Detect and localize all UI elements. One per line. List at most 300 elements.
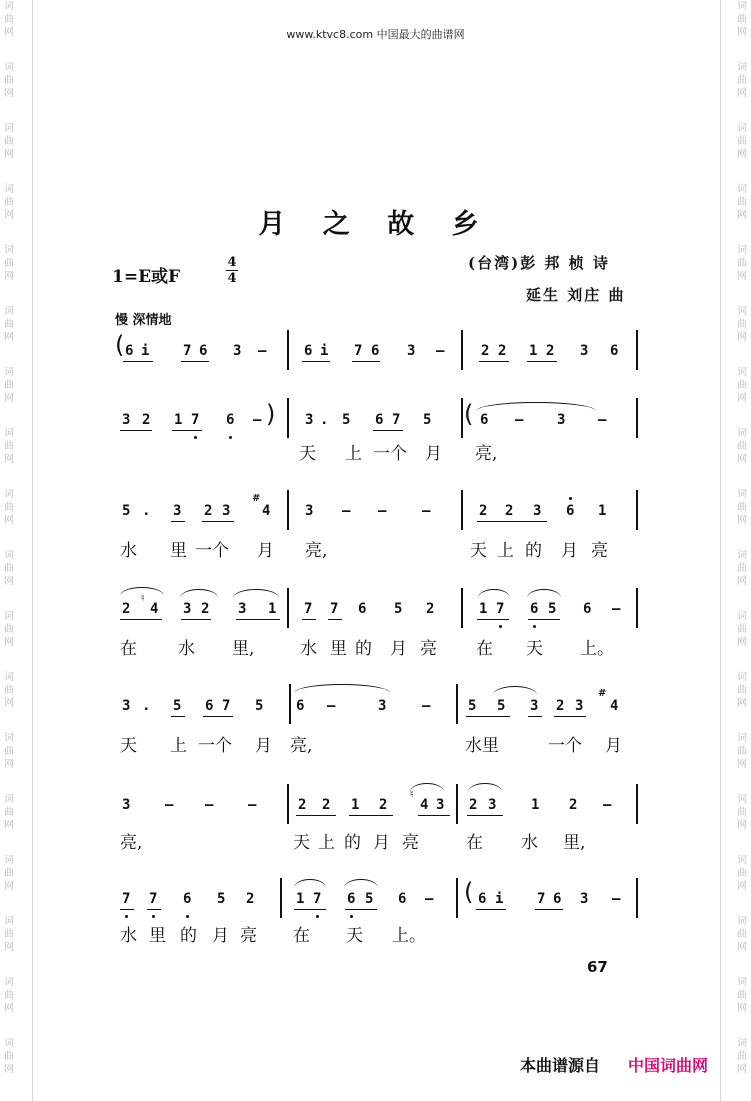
note: 3 (575, 698, 584, 714)
note: 5 (342, 412, 351, 428)
lyric: 天 (526, 639, 543, 659)
accidental: ♮ (141, 593, 145, 604)
note: 6 (226, 412, 235, 428)
underline (349, 815, 393, 816)
barline (456, 784, 458, 824)
lyric: 天 (470, 541, 487, 561)
lyric: 一个 (198, 736, 232, 756)
lyric: 亮, (305, 541, 328, 561)
note: 6 (371, 343, 380, 359)
note: 6 (183, 891, 192, 907)
lyric: 上 (170, 736, 187, 756)
underline (467, 815, 503, 816)
song-title: 月 之 故 乡 (258, 209, 493, 240)
note: – (612, 891, 621, 907)
underline (345, 909, 377, 910)
watermark-text: 词 曲 网 (4, 123, 14, 160)
watermark-text: 词 曲 网 (4, 794, 14, 831)
slur (180, 589, 218, 598)
watermark-text: 词 曲 网 (737, 977, 747, 1014)
lyric: 水 (300, 639, 317, 659)
watermark-text: 词 曲 网 (737, 672, 747, 709)
note: 7 (222, 698, 231, 714)
note: 3 (122, 698, 131, 714)
note: 6 (566, 503, 575, 519)
lyric: 月 (255, 736, 272, 756)
note: 6 (398, 891, 407, 907)
watermark-text: 词 曲 网 (737, 123, 747, 160)
barline (287, 588, 289, 628)
watermark-text: 词 曲 网 (737, 428, 747, 465)
octave-dot (499, 625, 502, 628)
barline (636, 784, 638, 824)
watermark-text: 词 曲 网 (737, 367, 747, 404)
barline (636, 490, 638, 530)
note: – (598, 412, 607, 428)
right-margin-line (720, 0, 721, 1101)
note: 3 (305, 412, 314, 428)
note: i (320, 343, 329, 359)
note: 1 (351, 797, 360, 813)
accidental: # (252, 493, 261, 504)
underline (302, 619, 316, 620)
barline (280, 878, 282, 918)
source-site-link[interactable]: 中国词曲网 (628, 1056, 709, 1075)
lyric: 月 (561, 541, 578, 561)
watermark-text: 词 曲 网 (737, 62, 747, 99)
underline (328, 619, 342, 620)
lyric: 月 (373, 833, 390, 853)
slur (493, 686, 537, 695)
note: 6 (358, 601, 367, 617)
lyric: 上。 (392, 926, 426, 946)
underline (181, 619, 211, 620)
watermark-text: 词 曲 网 (4, 550, 14, 587)
note: – (422, 698, 431, 714)
watermark-text: 词 曲 网 (737, 306, 747, 343)
lyric: 天 (293, 833, 310, 853)
watermark-left (2, 0, 16, 1101)
note: – (603, 797, 612, 813)
note: 4 (262, 503, 271, 519)
watermark-text: 词 曲 网 (737, 184, 747, 221)
note: 7 (537, 891, 546, 907)
note: 5 (548, 601, 557, 617)
note: 7 (183, 343, 192, 359)
note: 5 (423, 412, 432, 428)
watermark-text: 词 曲 网 (4, 367, 14, 404)
site-header: www.ktvc8.com 中国最大的曲谱网 (286, 28, 465, 41)
barline (461, 398, 463, 438)
slur (478, 589, 510, 598)
lyric: 上 (497, 541, 514, 561)
watermark-text: 词 曲 网 (737, 1, 747, 38)
underline (535, 909, 563, 910)
note: 4 (610, 698, 619, 714)
watermark-text: 词 曲 网 (4, 184, 14, 221)
lyric: 天 (346, 926, 363, 946)
note: 2 (379, 797, 388, 813)
note: 3 (173, 503, 182, 519)
underline (236, 619, 280, 620)
watermark-text: 词 曲 网 (4, 245, 14, 282)
note: 7 (191, 412, 200, 428)
lyric: 里 (170, 541, 187, 561)
note: . (320, 412, 329, 428)
note: 2 (122, 601, 131, 617)
note: 3 (122, 412, 131, 428)
watermark-text: 词 曲 网 (737, 550, 747, 587)
underline (203, 716, 233, 717)
barline (636, 330, 638, 370)
watermark-text: 词 曲 网 (4, 62, 14, 99)
lyric: 水 (178, 639, 195, 659)
underline (302, 361, 330, 362)
lyricist-credit: (台湾)彭 邦 桢 诗 (468, 254, 610, 272)
underline (296, 815, 336, 816)
lyric: 月 (425, 444, 442, 464)
lyric: 水 (521, 833, 538, 853)
lyric: 一个 (373, 444, 407, 464)
note: 5 (365, 891, 374, 907)
underline (479, 361, 509, 362)
barline (287, 784, 289, 824)
slur (233, 589, 279, 598)
note: 3 (533, 503, 542, 519)
note: 6 (530, 601, 539, 617)
lyric: 月 (257, 541, 274, 561)
note: 6 (480, 412, 489, 428)
lyric: 里 (149, 926, 166, 946)
note: 1 (479, 601, 488, 617)
note: 1 (296, 891, 305, 907)
lyric: 里, (563, 833, 586, 853)
note: – (425, 891, 434, 907)
note: 4 (150, 601, 159, 617)
slur (527, 589, 561, 598)
watermark-text: 词 曲 网 (4, 489, 14, 526)
note: 7 (354, 343, 363, 359)
watermark-text: 词 曲 网 (737, 1038, 747, 1075)
watermark-text: 词 曲 网 (737, 245, 747, 282)
note: 6 (553, 891, 562, 907)
note: – (258, 343, 267, 359)
slur (410, 783, 444, 792)
octave-dot (186, 915, 189, 918)
note: 3 (530, 698, 539, 714)
underline (373, 430, 403, 431)
watermark-text: 词 曲 网 (4, 611, 14, 648)
accidental: # (598, 688, 607, 699)
watermark-text: 词 曲 网 (4, 1038, 14, 1075)
barline (456, 684, 458, 724)
paren: ( (464, 878, 474, 906)
lyric: 亮, (475, 444, 498, 464)
octave-dot (125, 915, 128, 918)
note: 5 (394, 601, 403, 617)
note: 6 (296, 698, 305, 714)
note: 2 (556, 698, 565, 714)
left-margin-line (32, 0, 33, 1101)
underline (171, 521, 185, 522)
note: – (378, 503, 387, 519)
octave-dot (569, 497, 572, 500)
note: 3 (222, 503, 231, 519)
note: 7 (122, 891, 131, 907)
note: – (165, 797, 174, 813)
underline (476, 909, 506, 910)
barline (461, 490, 463, 530)
note: 2 (569, 797, 578, 813)
note: 7 (392, 412, 401, 428)
barline (456, 878, 458, 918)
note: 3 (488, 797, 497, 813)
note: 6 (199, 343, 208, 359)
underline (120, 430, 152, 431)
barline (636, 878, 638, 918)
lyric: 月 (390, 639, 407, 659)
lyric: 的 (355, 639, 372, 659)
watermark-text: 词 曲 网 (4, 855, 14, 892)
note: 2 (246, 891, 255, 907)
note: – (327, 698, 336, 714)
note: 7 (496, 601, 505, 617)
watermark-text: 词 曲 网 (4, 1, 14, 38)
note: – (515, 412, 524, 428)
underline (477, 521, 547, 522)
note: 2 (142, 412, 151, 428)
note: 3 (378, 698, 387, 714)
note: 2 (505, 503, 514, 519)
barline (287, 398, 289, 438)
underline (120, 909, 134, 910)
note: – (422, 503, 431, 519)
octave-dot (533, 625, 536, 628)
note: 5 (122, 503, 131, 519)
note: – (248, 797, 257, 813)
note: . (142, 698, 151, 714)
note: 3 (436, 797, 445, 813)
watermark-text: 词 曲 网 (4, 428, 14, 465)
note: 7 (330, 601, 339, 617)
underline (477, 619, 509, 620)
lyric: 水 (120, 926, 137, 946)
slur (476, 402, 596, 411)
note: 6 (304, 343, 313, 359)
lyric: 亮, (290, 736, 313, 756)
note: i (141, 343, 150, 359)
note: 5 (497, 698, 506, 714)
lyric: 在 (293, 926, 310, 946)
lyric: 亮, (120, 833, 143, 853)
note: 2 (498, 343, 507, 359)
lyric: 亮 (591, 541, 608, 561)
paren: ( (115, 331, 125, 359)
note: 2 (298, 797, 307, 813)
note: 3 (407, 343, 416, 359)
lyric: 的 (525, 541, 542, 561)
note: 6 (610, 343, 619, 359)
note: 6 (478, 891, 487, 907)
note: 3 (233, 343, 242, 359)
note: 5 (217, 891, 226, 907)
note: 3 (305, 503, 314, 519)
note: 6 (125, 343, 134, 359)
time-top: 4 (227, 255, 237, 270)
paren: ) (266, 400, 276, 428)
note: 2 (546, 343, 555, 359)
lyric: 的 (344, 833, 361, 853)
underline (528, 716, 542, 717)
barline (287, 490, 289, 530)
barline (461, 588, 463, 628)
octave-dot (229, 436, 232, 439)
watermark-text: 词 曲 网 (737, 794, 747, 831)
note: – (205, 797, 214, 813)
octave-dot (152, 915, 155, 918)
watermark-text: 词 曲 网 (4, 916, 14, 953)
note: 7 (149, 891, 158, 907)
key-signature: 1=E或F (112, 267, 181, 287)
lyric: 里, (232, 639, 255, 659)
barline (287, 330, 289, 370)
lyric: 水 (120, 541, 137, 561)
watermark-text: 词 曲 网 (737, 611, 747, 648)
note: 3 (122, 797, 131, 813)
note: 2 (481, 343, 490, 359)
time-signature (226, 256, 238, 285)
octave-dot (350, 915, 353, 918)
underline (418, 815, 450, 816)
underline (527, 361, 557, 362)
watermark-text: 词 曲 网 (4, 733, 14, 770)
note: 2 (201, 601, 210, 617)
note: – (342, 503, 351, 519)
tempo-marking: 慢 深情地 (115, 313, 172, 328)
note: – (253, 412, 262, 428)
watermark-text: 词 曲 网 (737, 855, 747, 892)
underline (147, 909, 161, 910)
note: 5 (173, 698, 182, 714)
slur (468, 783, 502, 792)
note: 2 (322, 797, 331, 813)
note: 2 (469, 797, 478, 813)
page-number: 67 (587, 958, 608, 976)
lyric: 月 (605, 736, 622, 756)
note: 6 (205, 698, 214, 714)
note: 6 (583, 601, 592, 617)
watermark-text: 词 曲 网 (4, 977, 14, 1014)
note: – (612, 601, 621, 617)
slur (294, 684, 390, 693)
lyric: 在 (120, 639, 137, 659)
note: 1 (174, 412, 183, 428)
watermark-text: 词 曲 网 (737, 733, 747, 770)
lyric: 在 (476, 639, 493, 659)
lyric: 亮 (402, 833, 419, 853)
note: – (436, 343, 445, 359)
lyric: 一个 (548, 736, 582, 756)
barline (289, 684, 291, 724)
note: 7 (304, 601, 313, 617)
lyric: 上。 (580, 639, 614, 659)
slur (344, 879, 378, 888)
octave-dot (194, 436, 197, 439)
watermark-text: 词 曲 网 (737, 916, 747, 953)
note: 2 (426, 601, 435, 617)
underline (172, 430, 202, 431)
underline (528, 619, 560, 620)
note: 4 (420, 797, 429, 813)
barline (461, 330, 463, 370)
note: 2 (479, 503, 488, 519)
octave-dot (316, 915, 319, 918)
note: 1 (531, 797, 540, 813)
note: . (142, 503, 151, 519)
note: 3 (183, 601, 192, 617)
underline (120, 619, 162, 620)
lyric: 月 (212, 926, 229, 946)
underline (466, 716, 510, 717)
note: 3 (238, 601, 247, 617)
slur (294, 879, 326, 888)
underline (352, 361, 380, 362)
note: 6 (347, 891, 356, 907)
note: 1 (268, 601, 277, 617)
lyric: 天 (299, 444, 316, 464)
note: 7 (313, 891, 322, 907)
lyric: 里 (330, 639, 347, 659)
lyric: 一个 (195, 541, 229, 561)
underline (123, 361, 153, 362)
barline (636, 398, 638, 438)
note: 3 (580, 891, 589, 907)
composer-credit: 延生 刘庄 曲 (526, 286, 626, 304)
lyric: 水里 (465, 736, 499, 756)
note: 5 (255, 698, 264, 714)
watermark-right (735, 0, 749, 1101)
lyric: 在 (466, 833, 483, 853)
note: 5 (468, 698, 477, 714)
note: 1 (598, 503, 607, 519)
time-bottom: 4 (227, 271, 237, 286)
underline (202, 521, 234, 522)
note: 2 (204, 503, 213, 519)
underline (181, 361, 209, 362)
underline (171, 716, 185, 717)
barline (636, 588, 638, 628)
note: 6 (375, 412, 384, 428)
lyric: 亮 (240, 926, 257, 946)
underline (554, 716, 586, 717)
note: 3 (557, 412, 566, 428)
note: 3 (580, 343, 589, 359)
lyric: 上 (318, 833, 335, 853)
watermark-text: 词 曲 网 (4, 306, 14, 343)
note: 1 (529, 343, 538, 359)
lyric: 亮 (420, 639, 437, 659)
note: i (495, 891, 504, 907)
lyric: 的 (180, 926, 197, 946)
watermark-text: 词 曲 网 (737, 489, 747, 526)
underline (294, 909, 326, 910)
lyric: 天 (120, 736, 137, 756)
paren: ( (464, 400, 474, 428)
source-label: 本曲谱源自 (520, 1056, 601, 1075)
watermark-text: 词 曲 网 (4, 672, 14, 709)
lyric: 上 (345, 444, 362, 464)
accidental: ♮ (410, 789, 414, 800)
